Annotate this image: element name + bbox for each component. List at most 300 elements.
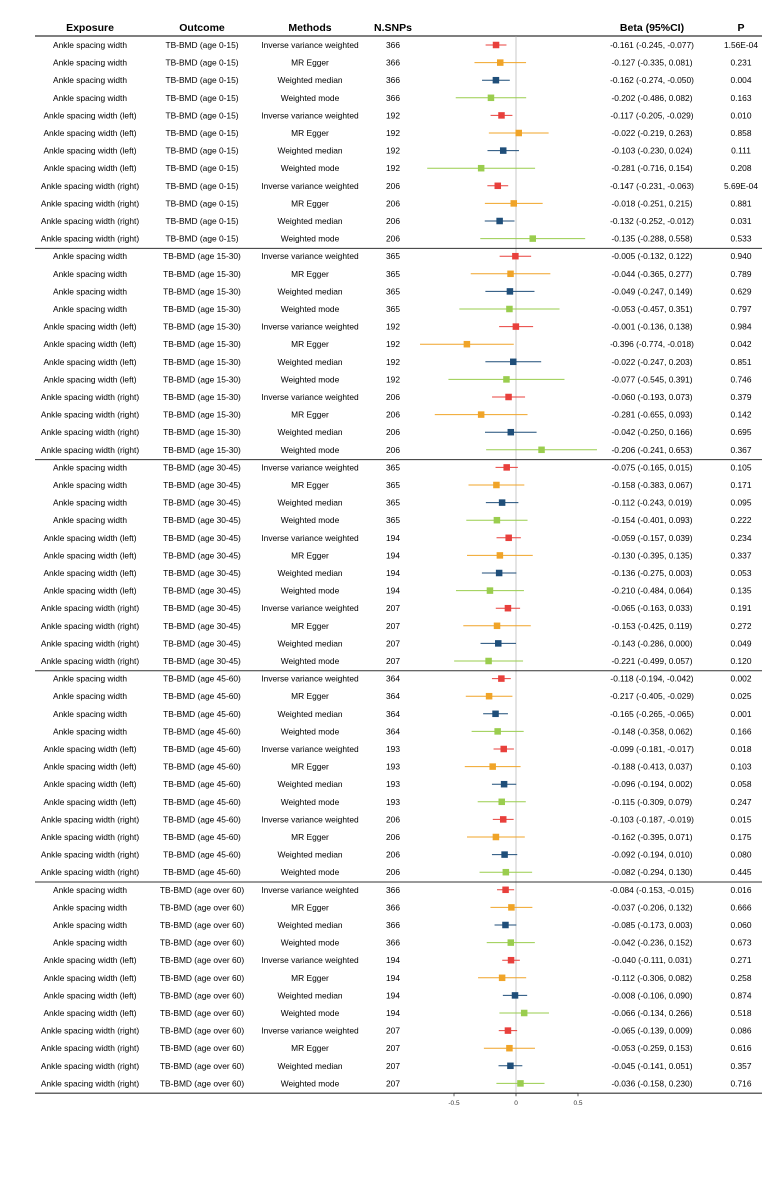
method-label: Weighted median: [277, 497, 343, 508]
exposure-label: Ankle spacing width: [52, 884, 128, 895]
method-label: MR Egger: [291, 1043, 329, 1054]
exposure-label: Ankle spacing width (left): [43, 955, 137, 966]
p-value: 0.940: [730, 251, 752, 262]
point-estimate-marker: [499, 499, 506, 506]
outcome-label: TB-BMD (age 30-45): [163, 480, 241, 490]
point-estimate-marker: [499, 975, 506, 982]
p-value: 0.171: [730, 480, 752, 490]
outcome-label: TB-BMD (age 30-45): [163, 497, 241, 508]
outcome-label: TB-BMD (age 0-15): [165, 75, 239, 86]
point-estimate-marker: [513, 323, 520, 330]
point-estimate-marker: [503, 464, 510, 471]
beta-ci-value: -0.147 (-0.231, -0.063): [610, 180, 694, 191]
beta-ci-value: -0.022 (-0.219, 0.263): [611, 128, 693, 138]
outcome-label: TB-BMD (age 45-60): [163, 691, 241, 702]
point-estimate-marker: [478, 165, 485, 172]
p-value: 0.016: [730, 884, 752, 895]
beta-ci-value: -0.136 (-0.275, 0.003): [611, 568, 693, 578]
nsnps-value: 365: [386, 251, 400, 262]
exposure-label: Ankle spacing width (right): [40, 409, 140, 420]
exposure-label: Ankle spacing width: [52, 937, 128, 948]
header-beta-ci: Beta (95%CI): [619, 22, 685, 34]
method-label: MR Egger: [291, 128, 329, 138]
beta-ci-value: -0.065 (-0.139, 0.009): [611, 1025, 693, 1036]
beta-ci-value: -0.053 (-0.457, 0.351): [611, 304, 693, 314]
exposure-label: Ankle spacing width (left): [43, 744, 137, 754]
method-label: Weighted mode: [280, 1008, 340, 1018]
nsnps-value: 366: [386, 57, 400, 68]
header-exposure: Exposure: [66, 22, 114, 34]
nsnps-value: 365: [386, 480, 400, 490]
p-value: 0.666: [730, 902, 752, 913]
p-value: 0.222: [730, 515, 752, 526]
outcome-label: TB-BMD (age over 60): [159, 937, 245, 948]
exposure-label: Ankle spacing width (right): [40, 620, 140, 631]
beta-ci-value: -0.112 (-0.306, 0.082): [611, 972, 693, 983]
p-value: 0.175: [730, 832, 752, 842]
beta-ci-value: -0.117 (-0.205, -0.029): [610, 110, 694, 121]
beta-ci-value: -0.042 (-0.250, 0.166): [611, 427, 693, 438]
point-estimate-marker: [538, 447, 545, 454]
exposure-label: Ankle spacing width (right): [40, 444, 140, 455]
beta-ci-value: -0.281 (-0.655, 0.093): [611, 409, 693, 420]
outcome-label: TB-BMD (age 45-60): [163, 814, 241, 825]
beta-ci-value: -0.103 (-0.230, 0.024): [611, 145, 693, 156]
nsnps-value: 206: [386, 444, 400, 455]
p-value: 0.080: [730, 849, 752, 860]
method-label: MR Egger: [291, 409, 329, 420]
method-label: Weighted median: [277, 75, 343, 86]
nsnps-value: 206: [386, 409, 400, 420]
method-label: Weighted median: [277, 990, 343, 1001]
nsnps-value: 364: [386, 673, 400, 684]
exposure-label: Ankle spacing width (right): [40, 603, 140, 614]
exposure-label: Ankle spacing width (left): [43, 356, 137, 367]
nsnps-value: 365: [386, 515, 400, 526]
outcome-label: TB-BMD (age 30-45): [163, 656, 241, 666]
p-value: 0.103: [730, 761, 752, 772]
p-value: 0.673: [730, 937, 752, 948]
p-value: 0.881: [730, 198, 752, 209]
p-value: 0.746: [730, 374, 752, 385]
beta-ci-value: -0.158 (-0.383, 0.067): [611, 480, 693, 490]
method-label: MR Egger: [291, 620, 329, 631]
p-value: 0.984: [730, 321, 752, 332]
outcome-label: TB-BMD (age 45-60): [163, 744, 241, 754]
exposure-label: Ankle spacing width: [52, 286, 128, 297]
beta-ci-value: -0.022 (-0.247, 0.203): [611, 356, 693, 367]
method-label: Weighted median: [277, 849, 343, 860]
point-estimate-marker: [507, 271, 514, 278]
beta-ci-value: -0.077 (-0.545, 0.391): [611, 374, 693, 385]
point-estimate-marker: [511, 200, 518, 207]
exposure-label: Ankle spacing width (right): [40, 1025, 140, 1036]
nsnps-value: 192: [386, 163, 400, 174]
point-estimate-marker: [506, 1045, 512, 1052]
method-label: MR Egger: [291, 761, 329, 772]
method-label: Weighted median: [277, 568, 343, 578]
exposure-label: Ankle spacing width (right): [40, 656, 140, 666]
exposure-label: Ankle spacing width (left): [43, 796, 137, 807]
nsnps-value: 194: [386, 532, 400, 543]
method-label: Weighted median: [277, 1060, 343, 1071]
nsnps-value: 206: [386, 427, 400, 438]
nsnps-value: 365: [386, 497, 400, 508]
exposure-label: Ankle spacing width (left): [43, 339, 137, 350]
method-label: Weighted median: [277, 920, 343, 930]
outcome-label: TB-BMD (age 0-15): [165, 57, 239, 68]
beta-ci-value: -0.049 (-0.247, 0.149): [611, 286, 693, 297]
point-estimate-marker: [500, 816, 507, 823]
p-value: 0.135: [730, 585, 752, 596]
point-estimate-marker: [493, 834, 500, 841]
nsnps-value: 192: [386, 128, 400, 138]
exposure-label: Ankle spacing width (right): [40, 198, 140, 209]
beta-ci-value: -0.053 (-0.259, 0.153): [611, 1043, 693, 1054]
nsnps-value: 206: [386, 180, 400, 191]
p-value: 0.258: [730, 972, 752, 983]
exposure-label: Ankle spacing width: [52, 920, 128, 930]
outcome-label: TB-BMD (age 45-60): [163, 673, 241, 684]
outcome-label: TB-BMD (age 0-15): [165, 128, 239, 138]
nsnps-value: 206: [386, 198, 400, 209]
nsnps-value: 194: [386, 990, 400, 1001]
outcome-label: TB-BMD (age 15-30): [163, 251, 241, 262]
p-value: 0.616: [730, 1043, 752, 1054]
outcome-label: TB-BMD (age 45-60): [163, 832, 241, 842]
beta-ci-value: -0.066 (-0.134, 0.266): [611, 1008, 693, 1018]
exposure-label: Ankle spacing width (left): [43, 568, 137, 578]
point-estimate-marker: [501, 781, 508, 788]
beta-ci-value: -0.202 (-0.486, 0.082): [611, 92, 693, 103]
beta-ci-value: -0.112 (-0.243, 0.019): [611, 497, 693, 508]
nsnps-value: 366: [386, 884, 400, 895]
nsnps-value: 194: [386, 568, 400, 578]
p-value: 0.053: [730, 568, 752, 578]
point-estimate-marker: [495, 640, 502, 647]
method-label: MR Egger: [291, 339, 329, 350]
p-value: 0.031: [730, 216, 752, 226]
outcome-label: TB-BMD (age 15-30): [163, 374, 241, 385]
exposure-label: Ankle spacing width (right): [40, 832, 140, 842]
p-value: 0.337: [730, 550, 752, 561]
beta-ci-value: -0.018 (-0.251, 0.215): [611, 198, 693, 209]
nsnps-value: 193: [386, 761, 400, 772]
p-value: 0.695: [730, 427, 752, 438]
beta-ci-value: -0.065 (-0.163, 0.033): [611, 603, 693, 614]
exposure-label: Ankle spacing width (left): [43, 990, 137, 1001]
p-value: 0.111: [731, 145, 751, 156]
point-estimate-marker: [497, 552, 504, 559]
beta-ci-value: -0.143 (-0.286, 0.000): [611, 638, 693, 649]
method-label: MR Egger: [291, 57, 329, 68]
beta-ci-value: -0.281 (-0.716, 0.154): [611, 163, 693, 174]
method-label: Inverse variance weighted: [261, 955, 359, 966]
outcome-label: TB-BMD (age 45-60): [163, 726, 241, 737]
point-estimate-marker: [487, 587, 494, 594]
point-estimate-marker: [494, 728, 501, 735]
method-label: Weighted mode: [280, 867, 340, 878]
exposure-label: Ankle spacing width: [52, 726, 128, 737]
nsnps-value: 193: [386, 779, 400, 790]
p-value: 0.002: [730, 673, 752, 684]
outcome-label: TB-BMD (age over 60): [159, 972, 245, 983]
point-estimate-marker: [478, 411, 485, 418]
beta-ci-value: -0.075 (-0.165, 0.015): [611, 462, 693, 473]
outcome-label: TB-BMD (age over 60): [159, 955, 245, 966]
p-value: 0.163: [730, 92, 752, 103]
beta-ci-value: -0.162 (-0.395, 0.071): [611, 832, 693, 842]
point-estimate-marker: [508, 939, 515, 946]
beta-ci-value: -0.044 (-0.365, 0.277): [611, 268, 693, 279]
p-value: 0.095: [730, 497, 752, 508]
beta-ci-value: -0.084 (-0.153, -0.015): [610, 884, 694, 895]
beta-ci-value: -0.060 (-0.193, 0.073): [611, 392, 693, 402]
point-estimate-marker: [505, 535, 512, 542]
method-label: Weighted median: [277, 427, 343, 438]
point-estimate-marker: [493, 77, 500, 84]
exposure-label: Ankle spacing width: [52, 57, 128, 68]
method-label: Weighted median: [277, 216, 343, 226]
beta-ci-value: -0.161 (-0.245, -0.077): [610, 40, 694, 50]
nsnps-value: 194: [386, 955, 400, 966]
point-estimate-marker: [496, 570, 503, 577]
outcome-label: TB-BMD (age over 60): [159, 1025, 245, 1036]
header-nsnps: N.SNPs: [374, 22, 412, 34]
exposure-label: Ankle spacing width (left): [43, 779, 137, 790]
header-outcome: Outcome: [179, 22, 225, 34]
method-label: MR Egger: [291, 972, 329, 983]
p-value: 0.049: [730, 638, 752, 649]
outcome-label: TB-BMD (age 15-30): [163, 444, 241, 455]
point-estimate-marker: [498, 112, 505, 119]
nsnps-value: 366: [386, 92, 400, 103]
exposure-label: Ankle spacing width (right): [40, 867, 140, 878]
method-label: MR Egger: [291, 832, 329, 842]
p-value: 0.060: [730, 920, 752, 930]
nsnps-value: 207: [386, 1025, 400, 1036]
exposure-label: Ankle spacing width (left): [43, 550, 137, 561]
outcome-label: TB-BMD (age over 60): [159, 884, 245, 895]
p-value: 0.004: [730, 75, 752, 86]
method-label: Inverse variance weighted: [261, 744, 359, 754]
method-label: Weighted mode: [280, 656, 340, 666]
point-estimate-marker: [506, 306, 512, 313]
method-label: Weighted mode: [280, 163, 340, 174]
point-estimate-marker: [508, 957, 515, 964]
nsnps-value: 206: [386, 832, 400, 842]
beta-ci-value: -0.008 (-0.106, 0.090): [611, 990, 693, 1001]
beta-ci-value: -0.037 (-0.206, 0.132): [611, 902, 693, 913]
beta-ci-value: -0.103 (-0.187, -0.019): [610, 814, 694, 825]
beta-ci-value: -0.396 (-0.774, -0.018): [610, 339, 694, 350]
nsnps-value: 206: [386, 233, 400, 244]
beta-ci-value: -0.005 (-0.132, 0.122): [611, 251, 693, 262]
nsnps-value: 207: [386, 656, 400, 666]
p-value: 0.234: [730, 532, 752, 543]
p-value: 0.042: [730, 339, 752, 350]
beta-ci-value: -0.188 (-0.413, 0.037): [611, 761, 693, 772]
p-value: 0.379: [730, 392, 752, 402]
p-value: 0.874: [730, 990, 752, 1001]
exposure-label: Ankle spacing width: [52, 708, 128, 719]
nsnps-value: 193: [386, 744, 400, 754]
method-label: Inverse variance weighted: [261, 180, 359, 191]
point-estimate-marker: [529, 235, 536, 242]
p-value: 0.858: [730, 128, 752, 138]
beta-ci-value: -0.130 (-0.395, 0.135): [611, 550, 693, 561]
method-label: Weighted mode: [280, 585, 340, 596]
outcome-label: TB-BMD (age 0-15): [165, 180, 239, 191]
beta-ci-value: -0.210 (-0.484, 0.064): [611, 585, 693, 596]
p-value: 0.357: [730, 1060, 752, 1071]
nsnps-value: 207: [386, 1043, 400, 1054]
nsnps-value: 365: [386, 268, 400, 279]
x-tick-label: 0.5: [573, 1100, 583, 1108]
p-value: 0.518: [730, 1008, 752, 1018]
method-label: Weighted mode: [280, 374, 340, 385]
beta-ci-value: -0.127 (-0.335, 0.081): [611, 57, 693, 68]
p-value: 0.367: [730, 444, 752, 455]
exposure-label: Ankle spacing width (left): [43, 532, 137, 543]
method-label: Weighted median: [277, 638, 343, 649]
nsnps-value: 193: [386, 796, 400, 807]
outcome-label: TB-BMD (age 30-45): [163, 638, 241, 649]
exposure-label: Ankle spacing width (left): [43, 1008, 137, 1018]
point-estimate-marker: [485, 658, 492, 665]
outcome-label: TB-BMD (age 15-30): [163, 304, 241, 314]
method-label: Weighted median: [277, 708, 343, 719]
point-estimate-marker: [497, 59, 504, 66]
p-value: 0.789: [730, 268, 752, 279]
p-value: 0.231: [730, 57, 752, 68]
p-value: 1.56E-04: [724, 40, 758, 50]
method-label: Inverse variance weighted: [261, 462, 359, 473]
outcome-label: TB-BMD (age 15-30): [163, 427, 241, 438]
exposure-label: Ankle spacing width (right): [40, 216, 140, 226]
point-estimate-marker: [510, 359, 516, 366]
nsnps-value: 364: [386, 691, 400, 702]
point-estimate-marker: [512, 253, 519, 260]
point-estimate-marker: [507, 1063, 514, 1070]
outcome-label: TB-BMD (age 0-15): [165, 216, 239, 226]
beta-ci-value: -0.092 (-0.194, 0.010): [611, 849, 693, 860]
exposure-label: Ankle spacing width: [52, 40, 128, 50]
outcome-label: TB-BMD (age 0-15): [165, 110, 239, 121]
outcome-label: TB-BMD (age 45-60): [163, 708, 241, 719]
beta-ci-value: -0.148 (-0.358, 0.062): [611, 726, 693, 737]
nsnps-value: 192: [386, 110, 400, 121]
nsnps-value: 207: [386, 620, 400, 631]
outcome-label: TB-BMD (age 15-30): [163, 268, 241, 279]
outcome-label: TB-BMD (age 15-30): [163, 286, 241, 297]
outcome-label: TB-BMD (age 30-45): [163, 620, 241, 631]
point-estimate-marker: [464, 341, 471, 348]
beta-ci-value: -0.059 (-0.157, 0.039): [611, 532, 693, 543]
exposure-label: Ankle spacing width: [52, 515, 128, 526]
nsnps-value: 194: [386, 1008, 400, 1018]
method-label: Weighted mode: [280, 92, 340, 103]
exposure-label: Ankle spacing width: [52, 691, 128, 702]
outcome-label: TB-BMD (age 0-15): [165, 145, 239, 156]
nsnps-value: 192: [386, 374, 400, 385]
p-value: 0.191: [730, 603, 752, 614]
outcome-label: TB-BMD (age over 60): [159, 1060, 245, 1071]
outcome-label: TB-BMD (age 30-45): [163, 585, 241, 596]
p-value: 0.086: [730, 1025, 752, 1036]
method-label: Inverse variance weighted: [261, 884, 359, 895]
outcome-label: TB-BMD (age 30-45): [163, 515, 241, 526]
exposure-label: Ankle spacing width: [52, 480, 128, 490]
nsnps-value: 365: [386, 462, 400, 473]
point-estimate-marker: [489, 763, 496, 770]
method-label: Inverse variance weighted: [261, 110, 359, 121]
beta-ci-value: -0.154 (-0.401, 0.093): [611, 515, 693, 526]
point-estimate-marker: [512, 992, 519, 999]
nsnps-value: 206: [386, 216, 400, 226]
p-value: 0.105: [730, 462, 752, 473]
method-label: Weighted mode: [280, 515, 340, 526]
nsnps-value: 206: [386, 392, 400, 402]
beta-ci-value: -0.085 (-0.173, 0.003): [611, 920, 693, 930]
exposure-label: Ankle spacing width: [52, 251, 128, 262]
outcome-label: TB-BMD (age over 60): [159, 920, 245, 930]
nsnps-value: 206: [386, 867, 400, 878]
beta-ci-value: -0.132 (-0.252, -0.012): [610, 216, 694, 226]
point-estimate-marker: [488, 95, 495, 102]
exposure-label: Ankle spacing width (left): [43, 585, 137, 596]
exposure-label: Ankle spacing width: [52, 92, 128, 103]
nsnps-value: 192: [386, 145, 400, 156]
nsnps-value: 192: [386, 321, 400, 332]
method-label: Weighted mode: [280, 233, 340, 244]
method-label: MR Egger: [291, 198, 329, 209]
point-estimate-marker: [493, 482, 500, 489]
p-value: 0.247: [730, 796, 752, 807]
nsnps-value: 364: [386, 726, 400, 737]
outcome-label: TB-BMD (age 15-30): [163, 321, 241, 332]
exposure-label: Ankle spacing width (right): [40, 427, 140, 438]
method-label: Weighted mode: [280, 796, 340, 807]
exposure-label: Ankle spacing width: [52, 462, 128, 473]
exposure-label: Ankle spacing width (left): [43, 163, 137, 174]
method-label: Inverse variance weighted: [261, 321, 359, 332]
p-value: 0.271: [730, 955, 752, 966]
method-label: Weighted mode: [280, 937, 340, 948]
point-estimate-marker: [521, 1010, 528, 1017]
method-label: Inverse variance weighted: [261, 814, 359, 825]
outcome-label: TB-BMD (age 0-15): [165, 40, 239, 50]
exposure-label: Ankle spacing width (right): [40, 180, 140, 191]
method-label: Inverse variance weighted: [261, 673, 359, 684]
beta-ci-value: -0.118 (-0.194, -0.042): [610, 673, 694, 684]
point-estimate-marker: [496, 218, 503, 225]
outcome-label: TB-BMD (age 45-60): [163, 761, 241, 772]
nsnps-value: 194: [386, 585, 400, 596]
outcome-label: TB-BMD (age over 60): [159, 902, 245, 913]
beta-ci-value: -0.165 (-0.265, -0.065): [610, 708, 694, 719]
point-estimate-marker: [494, 517, 501, 524]
beta-ci-value: -0.099 (-0.181, -0.017): [610, 744, 694, 754]
outcome-label: TB-BMD (age over 60): [159, 1078, 245, 1089]
header-methods: Methods: [288, 22, 332, 34]
exposure-label: Ankle spacing width (right): [40, 849, 140, 860]
outcome-label: TB-BMD (age 15-30): [163, 409, 241, 420]
p-value: 0.142: [730, 409, 752, 420]
p-value: 0.015: [730, 814, 752, 825]
beta-ci-value: -0.115 (-0.309, 0.079): [611, 796, 693, 807]
beta-ci-value: -0.162 (-0.274, -0.050): [610, 75, 694, 86]
